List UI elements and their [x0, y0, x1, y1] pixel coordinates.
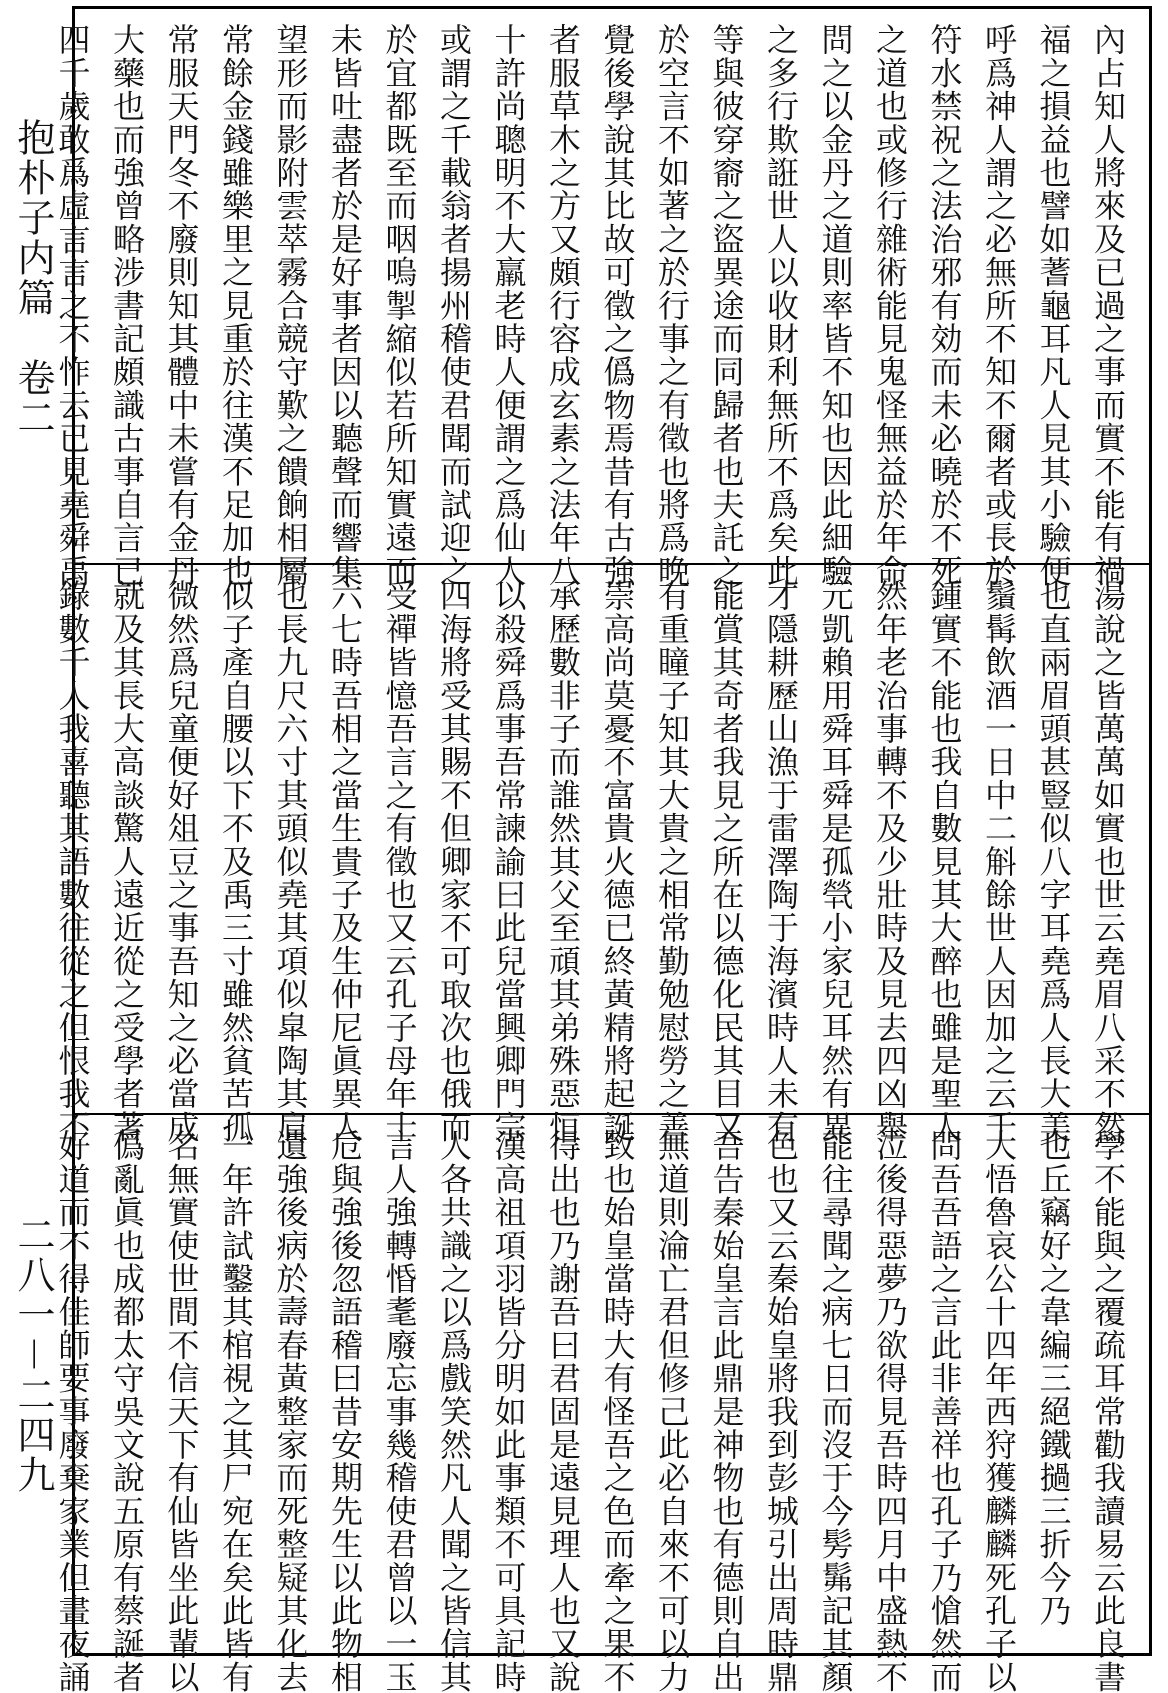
- register-top: [53, 9, 1149, 588]
- text-column: 呼爲神人謂之必無所不知不爾者或長於: [980, 23, 1018, 588]
- text-column: 泣後得惡夢乃欲得見吾時四月中盛熱不: [871, 1129, 909, 1693]
- text-column: 言人強轉惛耄廢忘事幾稽使君曾以一玉: [380, 1129, 419, 1693]
- text-column: 學不能與之覆疏耳常勸我讀易云此良書: [1089, 1129, 1127, 1693]
- text-column: 符水禁祝之法治邪有効而未必曉於不死: [925, 23, 964, 588]
- text-column: 名無實使世間不信天下有仙皆坐此輩以: [162, 1129, 201, 1693]
- text-column: 承歷數非子而誰然其父至頑其弟殊惡恒: [544, 579, 582, 1144]
- text-column: 大悟魯哀公十四年西狩獲麟麟死孔子以: [980, 1129, 1018, 1693]
- text-column: 之多行欺誑世人以收財利無所不爲矣此: [762, 23, 800, 588]
- text-column: 四千歲敢爲虛言言之不怍云已見堯舜禹: [53, 23, 92, 588]
- text-column: 問吾吾語之言此非善祥也孔子乃愴然而: [925, 1129, 964, 1693]
- text-column: 或謂之千載翁者揚州稽使君聞而試迎之: [435, 23, 473, 588]
- text-column: 能賞其奇者我見之所在以德化民其目又: [707, 579, 746, 1144]
- text-column: 於空言不如著之於行事之有徵也將爲晚: [653, 23, 691, 588]
- text-columns: [45, 579, 1135, 1144]
- text-column: 才隱耕歷山漁于雷澤陶于海濱時人未有: [762, 579, 800, 1144]
- text-column: 等與彼穿窬之盜異途而同歸者也夫託之: [707, 23, 746, 588]
- text-column: 致也始皇當時大有怪吾之色而牽之果不: [598, 1129, 637, 1693]
- text-column: 十許尚聰明不大羸老時人便謂之爲仙人: [489, 23, 528, 588]
- text-column: 也丘竊好之韋編三絕鐵撾三折今乃: [1034, 1129, 1073, 1627]
- text-column: 人各共識之以爲戲笑然凡人聞之皆信其: [435, 1129, 473, 1693]
- text-column: 吾告秦始皇言此鼎是神物也有德則自出: [707, 1129, 746, 1693]
- text-column: 常服天門冬不廢則知其體中未嘗有金丹: [162, 23, 201, 588]
- text-column: 鍾實不能也我自數見其大醉也雖是聖人: [925, 579, 964, 1144]
- text-column: 能往尋聞之病七日而沒于今髣髴記其顏: [816, 1129, 855, 1693]
- text-column: 覺後學說其比故可徵之僞物焉昔有古強: [598, 23, 637, 588]
- text-column: 望形而影附雲萃霧合競守歎之饋餉相屬: [271, 23, 310, 588]
- text-column: 僞亂眞也成都太守吳文說五原有蔡誕者: [108, 1129, 146, 1693]
- text-column: 卮與強後忽語稽曰昔安期先生以此物相: [326, 1129, 364, 1693]
- text-column: 遺強後病於壽春黃整家而死整疑其化去: [271, 1129, 310, 1693]
- text-column: 漢高祖項羽皆分明如此事類不可具記時: [489, 1129, 528, 1693]
- text-column: 鬚髯飲酒一日中二斛餘世人因加之云千: [980, 579, 1018, 1144]
- text-column: 者服草木之方又頗行容成玄素之法年八: [544, 23, 582, 588]
- text-column: 一年許試鑿其棺視之其尸宛在矣此皆有: [217, 1129, 255, 1693]
- text-column: 似子產自腰以下不及禹三寸雖然貧苦孤: [217, 579, 255, 1144]
- text-column: 也直兩眉頭甚豎似八字耳堯爲人長大美: [1034, 579, 1073, 1144]
- text-column: 得出也乃謝吾曰君固是遠見理人也又說: [544, 1129, 582, 1693]
- text-column: 四海將受其賜不但卿家不可取次也俄而: [435, 579, 473, 1144]
- register-bottom: [53, 1115, 1149, 1693]
- text-column: 六七時吾相之當生貴子及生仲尼眞異人: [326, 579, 364, 1144]
- text-column: 元凱賴用舜耳舜是孤煢小家兒耳然有異: [816, 579, 855, 1144]
- text-column: 大藥也而強曾略涉書記頗識古事自言已: [108, 23, 146, 588]
- text-columns: [45, 23, 1135, 588]
- text-column: 崇高尚莫憂不富貴火德已終黃精將起誕: [598, 579, 637, 1144]
- book-title: 抱朴子内篇 卷二: [11, 118, 55, 438]
- text-column: 內占知人將來及已過之事而實不能有禍: [1089, 23, 1127, 588]
- text-column: 之道也或修行雜術能見鬼怪無益於年命: [871, 23, 909, 588]
- text-column: 有重瞳子知其大貴之相常勤勉慰勞之善: [653, 579, 691, 1144]
- page-number: 二八一－二四九: [11, 1215, 55, 1496]
- text-column: 於宜都既至而咽嗚掣縮似若所知實遠而: [380, 23, 419, 588]
- text-column: 常餘金錢雖樂里之見重於往漢不足加也: [217, 23, 255, 588]
- text-column: 錄數千人我喜聽其語數往從之但恨我不: [53, 579, 92, 1144]
- text-column: 微然爲兒童便好俎豆之事吾知之必當成: [162, 579, 201, 1144]
- text-column: 未皆吐盡者於是好事者因以聽聲而響集: [326, 23, 364, 588]
- text-column: 好道而不得佳師要事廢棄家業但晝夜誦: [53, 1129, 92, 1693]
- text-columns: [45, 1129, 1135, 1693]
- text-column: 以殺舜爲事吾常諫諭曰此兒當興卿門宗: [489, 579, 528, 1144]
- text-column: 無道則淪亡君但修己此必自來不可以力: [653, 1129, 691, 1693]
- text-column: 就及其長大高談驚人遠近從之受學者著: [108, 579, 146, 1144]
- text-column: 然年老治事轉不及少壯時及見去四凶舉: [871, 579, 909, 1144]
- text-column: 湯說之皆萬萬如實也世云堯眉八采不然: [1089, 579, 1127, 1144]
- text-column: 受禪皆憶吾言之有徵也又云孔子母年十: [380, 579, 419, 1144]
- text-column: 色也又云秦始皇將我到彭城引出周時鼎: [762, 1129, 800, 1693]
- text-column: 問之以金丹之道則率皆不知也因此細驗: [816, 23, 855, 588]
- register-middle: [53, 565, 1149, 1144]
- text-column: 福之損益也譬如蓍龜耳凡人見其小驗便: [1034, 23, 1073, 588]
- text-column: 也長九尺六寸其頭似堯其項似皐陶其肩: [271, 579, 310, 1144]
- page-frame: [53, 6, 1152, 1693]
